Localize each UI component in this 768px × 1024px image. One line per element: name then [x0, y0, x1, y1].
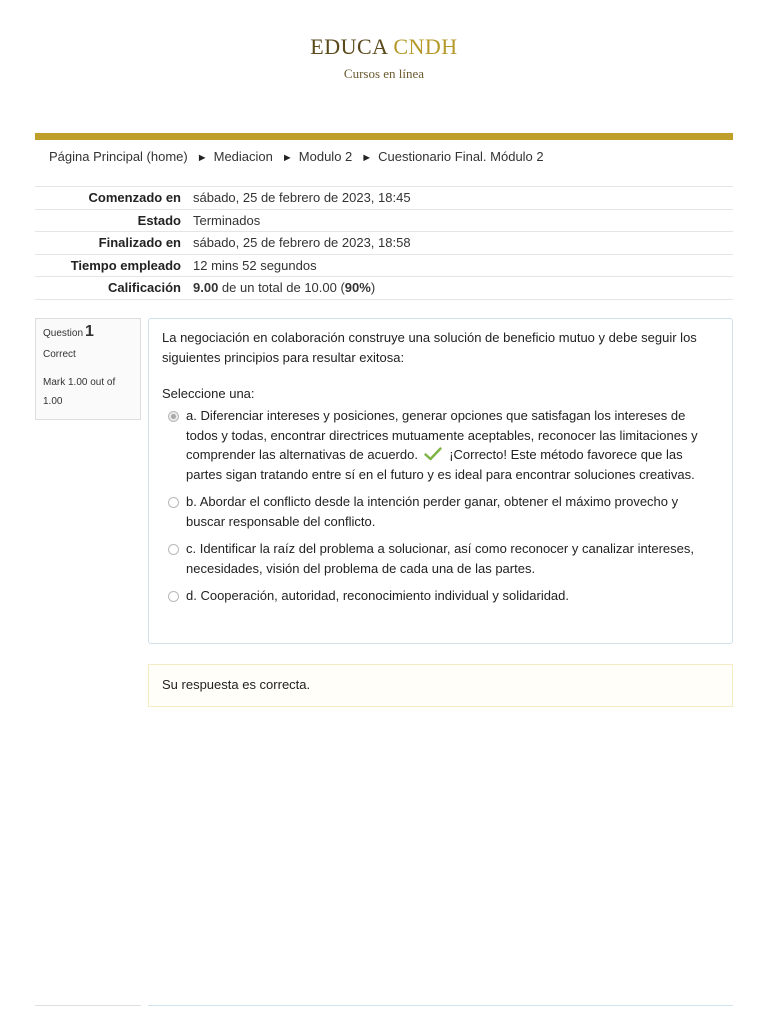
radio-icon[interactable]	[168, 497, 179, 508]
breadcrumb-separator-icon: ►	[196, 152, 208, 164]
summary-value: sábado, 25 de febrero de 2023, 18:58	[193, 232, 733, 255]
breadcrumb-quiz-link[interactable]: Cuestionario Final. Módulo 2	[378, 149, 544, 164]
header-divider	[35, 133, 733, 140]
grade-score: 9.00	[193, 280, 219, 296]
summary-label: Tiempo empleado	[35, 254, 193, 277]
radio-icon[interactable]	[168, 591, 179, 602]
radio-icon[interactable]	[168, 544, 179, 555]
summary-row-started	[35, 187, 733, 210]
brand-subtitle: Cursos en línea	[343, 66, 425, 81]
answer-option-c[interactable]	[162, 539, 719, 578]
answer-option-label: b. Abordar el conflicto desde la intención perder ganar, obtener el máximo provecho y buscar responsable del conflicto.	[186, 494, 679, 529]
brand-name-educa: EDUCA	[310, 34, 388, 59]
question-mark: Mark 1.00 out of 1.00	[43, 377, 116, 407]
brand-name-cndh: CNDH	[393, 34, 458, 59]
radio-icon[interactable]	[168, 411, 179, 422]
answer-option-label: d. Cooperación, autoridad, reconocimiento individual y solidaridad.	[186, 588, 570, 603]
answer-option-label: c. Identificar la raíz del problema a solucionar, así como reconocer y canalizar intereses, necesidades, visión del problema de cada una de las partes.	[186, 541, 694, 576]
answer-feedback: ¡Correcto! Este método favorece que las partes sigan tratando entre sí en el futuro y es ideal para encontrar soluciones creativas.	[186, 447, 695, 482]
summary-label: Comenzado en	[35, 187, 193, 210]
question-number-value: 1	[85, 323, 94, 340]
outcome-text: Su respuesta es correcta.	[162, 677, 311, 692]
answer-option-a[interactable]	[162, 406, 719, 484]
summary-row-state	[35, 209, 733, 232]
question-info-box	[35, 318, 141, 420]
breadcrumb-separator-icon: ►	[281, 152, 293, 164]
site-header	[0, 34, 768, 82]
breadcrumb-course-link[interactable]: Mediacion	[213, 149, 273, 164]
attempt-summary-table	[35, 186, 733, 300]
summary-row-finished	[35, 232, 733, 255]
summary-value: sábado, 25 de febrero de 2023, 18:45	[193, 187, 733, 210]
grade-percent: 90%	[344, 280, 371, 296]
grade-text-end: )	[370, 280, 376, 296]
next-question-info-edge	[35, 1005, 141, 1006]
breadcrumb-module-link[interactable]: Modulo 2	[298, 149, 353, 164]
site-logo[interactable]	[0, 34, 768, 60]
answer-option-label: a. Diferenciar intereses y posiciones, generar opciones que satisfagan los intereses de todos y todas, encontrar directrices mutuamente aceptables, reconocer las limitaciones y comprender las alternativas de acuerdo.	[186, 408, 698, 462]
question-outcome	[148, 664, 733, 707]
summary-label: Calificación	[35, 277, 193, 300]
answer-prompt: Seleccione una:	[162, 386, 255, 401]
next-question-formulation-edge	[148, 1005, 733, 1006]
question-number	[43, 323, 133, 341]
question-label: Question	[43, 328, 84, 339]
question-formulation	[148, 318, 733, 644]
summary-value: Terminados	[193, 209, 733, 232]
summary-row-grade	[35, 277, 733, 300]
summary-row-time-taken	[35, 254, 733, 277]
breadcrumb	[49, 149, 544, 164]
answer-option-b[interactable]	[162, 492, 719, 531]
breadcrumb-separator-icon: ►	[361, 152, 373, 164]
summary-label: Estado	[35, 209, 193, 232]
summary-label: Finalizado en	[35, 232, 193, 255]
check-icon	[424, 447, 442, 461]
question-state: Correct	[43, 349, 76, 360]
grade-text: de un total de 10.00 (	[218, 280, 345, 296]
breadcrumb-home-link[interactable]: Página Principal (home)	[49, 149, 188, 164]
question-text: La negociación en colaboración construye una solución de beneficio mutuo y debe seguir los siguientes principios para resultar exitosa:	[162, 330, 697, 365]
summary-value: 12 mins 52 segundos	[193, 254, 733, 277]
summary-value	[193, 277, 733, 300]
answer-option-d[interactable]	[162, 586, 719, 606]
answer-options	[162, 406, 719, 606]
